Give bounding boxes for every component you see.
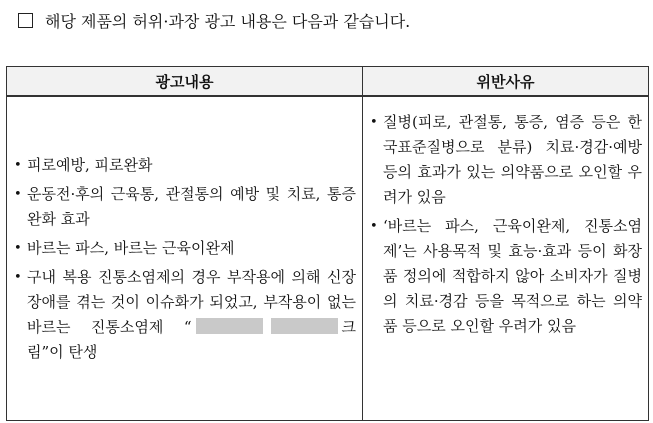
violation-table [6,66,649,421]
header-violation-reason: 위반사유 [363,67,649,97]
violation-reason-cell [363,96,649,421]
list-item: • 질병(피로, 관절통, 통증, 염증 등은 한국표준질병으로 분류) 치료·경감·예방 등의 효과가 있는 의약품으로 오인할 우려가 있음 [370,110,642,210]
list-item: • ‘바르는 파스, 근육이완제, 진통소염제’는 사용목적 및 효능·효과 등이 화장품 정의에 적합하지 않아 소비자가 질병의 치료·경감 등을 목적으로 하는 의약품 등으로 오인할 우려가 있음 [370,214,642,339]
notice-heading [18,11,638,33]
bullet-icon: • [14,157,22,173]
checkbox-square-icon [18,13,33,28]
bullet-icon: • [14,240,22,256]
header-ad-content: 광고내용 [7,67,363,97]
bullet-icon: • [370,115,378,130]
list-item: • 운동전·후의 근육통, 관절통의 예방 및 치료, 통증완화 효과 [14,182,356,232]
list-item: • 구내 복용 진통소염제의 경우 부작용에 의해 신장장애를 겪는 것이 이슈화가 되었고, 부작용이 없는 바르는 진통소염제 “ 크림”이 탄생 [14,265,356,365]
redacted-block [196,318,263,334]
ad-content-cell [7,96,363,421]
bullet-icon: • [14,269,22,285]
heading-text: 해당 제품의 허위·과장 광고 내용은 다음과 같습니다. [45,12,411,31]
bullet-icon: • [370,219,378,234]
bullet-icon: • [14,186,22,202]
list-item: • 피로예방, 피로완화 [14,153,356,178]
redacted-block [271,318,338,334]
list-item: • 바르는 파스, 바르는 근육이완제 [14,236,356,261]
